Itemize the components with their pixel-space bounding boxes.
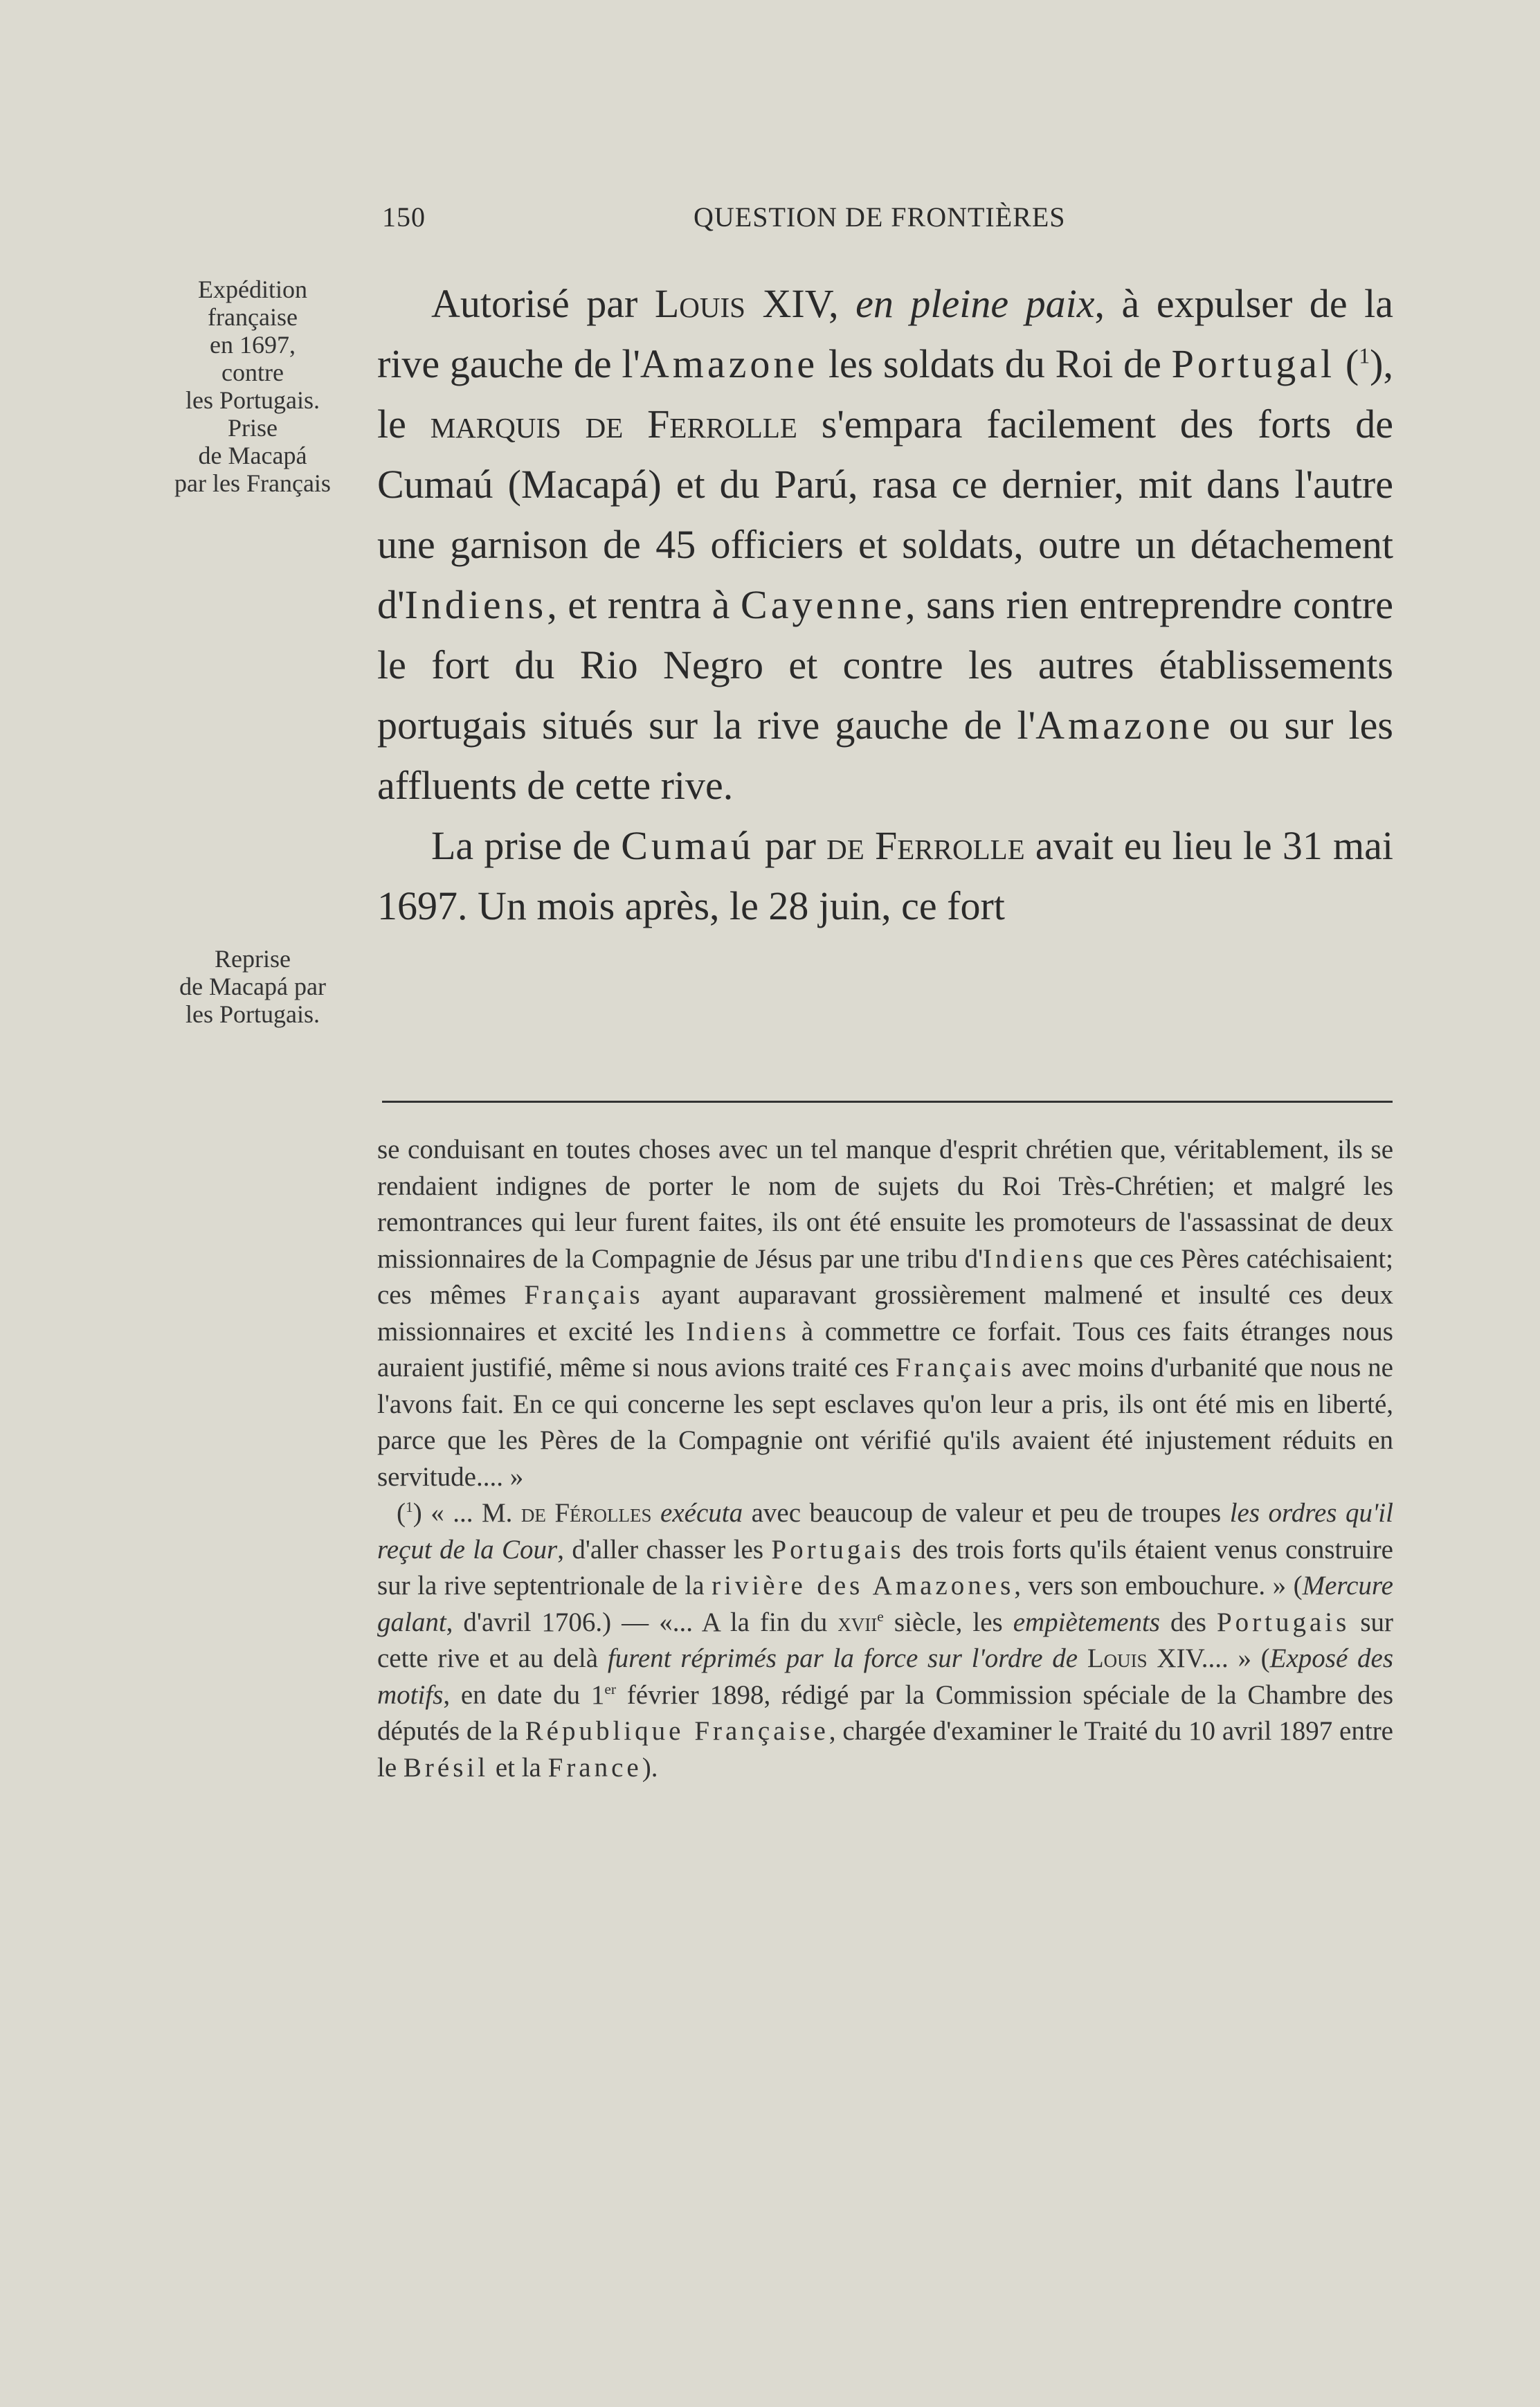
paragraph: Autorisé par Louis XIV, en pleine paix, à expulser de la rive gauche de l'Amazone les soldats du Roi de Portugal ($^1$), le marquis de Ferrolle s'empara facilement des forts de Cumaú (Macapá) et du Parú, rasa ce dernier, mit dans l'autre une garnison de 45 officiers et soldats, outre un détachement d'Indiens, et rentra à Cayenne, sans rien entreprendre contre le fort du Rio Negro et contre les autres établissements portugais situés sur la rive gauche de l'Amazone ou sur les affluents de cette rive. bbox=[377, 281, 1394, 808]
margin-note-line: contre bbox=[221, 359, 284, 386]
page-header bbox=[382, 201, 1393, 242]
main-text bbox=[377, 273, 1393, 936]
margin-note-line: Prise bbox=[228, 414, 278, 442]
page-number: 150 bbox=[382, 201, 426, 233]
margin-note-line: par les Français bbox=[174, 469, 331, 497]
margin-note-line: Expédition bbox=[198, 276, 307, 303]
footnotes bbox=[377, 1132, 1393, 1786]
margin-note-line: en 1697, bbox=[210, 331, 296, 359]
margin-note-expedition bbox=[138, 276, 367, 497]
footnote-mark: 1 bbox=[1359, 343, 1370, 368]
paragraph: La prise de Cumaú par de Ferrolle avait eu lieu le 31 mai 1697. Un mois après, le 28 juin, ce fort bbox=[377, 823, 1393, 928]
margin-note-reprise bbox=[138, 945, 367, 1028]
margin-note-line: Reprise bbox=[215, 945, 291, 973]
footnote-1: ($^1$) « ... M. de Férolles exécuta avec beaucoup de valeur et peu de troupes les ordres qu'il reçut de la Cour, d'aller chasser les Portugais des trois forts qu'ils étaient venus construire sur la rive septentrionale de la rivière des Amazones, vers son embouchure. » (Mercure galant, d'avril 1706.) — «... A la fin du xvii$^e$ siècle, les empiètements des Portugais sur cette rive et au delà furent réprimés par la force sur l'ordre de Louis XIV.... » (Exposé des motifs, en date du 1er février 1898, rédigé par la Commission spéciale de la Chambre des députés de la République Française, chargée d'examiner le Traité du 10 avril 1897 entre le Brésil et la France). bbox=[377, 1498, 1394, 1783]
footnote-continuation: se conduisant en toutes choses avec un tel manque d'esprit chrétien que, véritablement, ils se rendaient indignes de porter le nom de sujets du Roi Très-Chrétien; et malgré les remontrances qui leur furent faites, ils ont été ensuite les promoteurs de l'assassinat de deux missionnaires de la Compagnie de Jésus par une tribu d'Indiens que ces Pères catéchisaient; ces mêmes Français ayant auparavant grossièrement malmené et insulté ces deux missionnaires et excité les Indiens à commettre ce forfait. Tous ces faits étranges nous auraient justifié, même si nous avions traité ces Français avec moins d'urbanité que nous ne l'avons fait. En ce qui concerne les sept esclaves qu'on leur a pris, ils ont été mis en liberté, parce que les Pères de la Compagnie ont vérifié qu'ils avaient été injustement réduits en servitude.... » bbox=[377, 1135, 1394, 1492]
margin-note-line: de Macapá bbox=[198, 442, 307, 469]
running-title: QUESTION DE FRONTIÈRES bbox=[694, 201, 1066, 233]
margin-note-line: française bbox=[208, 303, 298, 331]
margin-note-line: les Portugais. bbox=[185, 386, 320, 414]
footnote-mark: 1 bbox=[406, 1499, 413, 1515]
footnote-rule bbox=[382, 1101, 1393, 1103]
margin-note-line: de Macapá par bbox=[179, 973, 326, 1000]
margin-note-line: les Portugais. bbox=[185, 1000, 320, 1028]
